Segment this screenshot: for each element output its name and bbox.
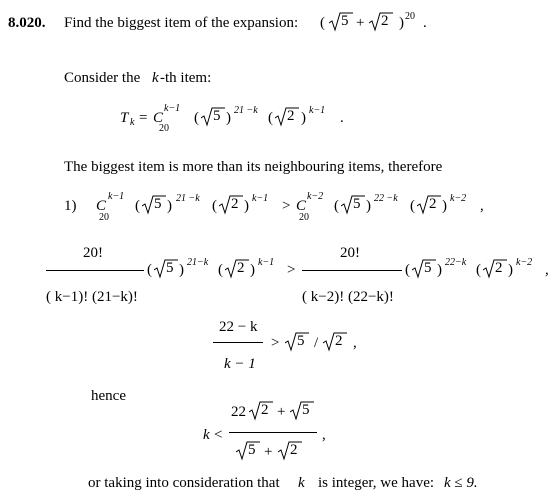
- ineq1-comma: ,: [480, 198, 484, 214]
- tk-exp-1: 21 −k: [234, 105, 258, 116]
- tk-sqrt-2: 2: [275, 107, 299, 125]
- ineq2-exp-r2: k−2: [516, 257, 533, 268]
- ineq4-lt: <: [214, 427, 223, 443]
- ineq2-p2c: ): [250, 262, 255, 278]
- ineq2-p4: (: [476, 262, 481, 278]
- ineq2-p1c: ): [179, 262, 184, 278]
- ineq3-slash: /: [314, 335, 319, 351]
- ineq2-p4c: ): [508, 262, 513, 278]
- ineq3-sqrt5: 5: [285, 332, 309, 350]
- ineq3-denominator: k − 1: [224, 356, 256, 372]
- ineq1-p2: (: [212, 198, 217, 214]
- consider-suffix: -th item:: [160, 70, 212, 86]
- ineq1-C-right-sup: k−2: [307, 191, 324, 202]
- ineq1-p2c: ): [244, 198, 249, 214]
- ineq4-k: k: [203, 427, 210, 443]
- ineq4-fraction-bar: [229, 432, 317, 433]
- tk-C-sup: k−1: [164, 103, 181, 114]
- close-paren: ): [399, 15, 404, 31]
- tk-C: C: [153, 110, 164, 126]
- tk-paren-2: (: [268, 110, 273, 126]
- tk-sub-k: k: [130, 117, 135, 128]
- expansion-power: 20: [405, 11, 415, 22]
- ineq4-comma: ,: [322, 427, 326, 443]
- ineq1-sqrt5-left: 5: [142, 195, 166, 213]
- ineq1-p1: (: [135, 198, 140, 214]
- ineq3-numerator: [219, 320, 257, 335]
- tk-paren-2c: ): [301, 110, 306, 126]
- ineq2-p2: (: [218, 262, 223, 278]
- ineq4-den-sqrt5: 5: [236, 441, 260, 459]
- ineq2-right-fraction-bar: [302, 270, 402, 271]
- ineq1-sqrt2-right: 2: [417, 195, 441, 213]
- ineq2-sqrt5-left: 5: [154, 259, 178, 277]
- ineq2-sqrt5-right: 5: [412, 259, 436, 277]
- ineq1-p4c: ): [442, 198, 447, 214]
- conclusion-k: k: [298, 475, 305, 491]
- ineq4-num-sqrt2: 2: [249, 401, 273, 419]
- tk-C-sub: 20: [159, 123, 169, 134]
- ineq1-sqrt2-left: 2: [219, 195, 243, 213]
- ineq2-comma: ,: [545, 262, 549, 278]
- ineq2-sqrt2-right: 2: [483, 259, 507, 277]
- ineq4-den-plus: +: [264, 444, 273, 460]
- ineq3-gt: >: [271, 335, 280, 351]
- ineq1-gt: >: [282, 198, 291, 214]
- ineq1-p3c: ): [366, 198, 371, 214]
- ineq1-C-left-sub: 20: [99, 212, 109, 223]
- k-variable: k: [152, 70, 159, 86]
- ineq1-C-right-sub: 20: [299, 212, 309, 223]
- ineq2-p1: (: [147, 262, 152, 278]
- ineq1-C-right: C: [296, 198, 307, 214]
- ineq1-p1c: ): [167, 198, 172, 214]
- conclusion-result: k ≤ 9.: [444, 475, 478, 491]
- ineq3-comma: ,: [353, 335, 357, 351]
- ineq4-num-sqrt5: 5: [290, 401, 314, 419]
- plus-sign: +: [356, 15, 365, 31]
- ineq4-num-plus: +: [277, 404, 286, 420]
- ineq2-left-fraction-bar: [46, 270, 144, 271]
- ineq2-p3c: ): [437, 262, 442, 278]
- ineq2-right-numerator: 20!: [340, 245, 360, 261]
- conclusion-text: or taking into consideration that: [88, 475, 280, 491]
- ineq1-exp-l1: 21 −k: [176, 193, 200, 204]
- sqrt-2-radical: 2: [369, 12, 393, 30]
- problem-statement: Find the biggest item of the expansion:: [64, 15, 299, 31]
- open-paren: (: [320, 15, 325, 31]
- ineq1-label: 1): [64, 198, 77, 214]
- ineq1-exp-r2: k−2: [450, 193, 467, 204]
- ineq1-p3: (: [334, 198, 339, 214]
- ineq2-sqrt2-left: 2: [225, 259, 249, 277]
- ineq3-fraction-bar: [213, 342, 263, 343]
- ineq4-num-coef: 22: [231, 404, 246, 420]
- ineq3-num-text: 22 − k: [219, 319, 258, 335]
- tk-period: .: [340, 110, 344, 126]
- sqrt-5-radical: 5: [329, 12, 353, 30]
- statement-period: .: [423, 15, 427, 31]
- tk-exp-2: k−1: [309, 105, 326, 116]
- hence-text: hence: [91, 388, 126, 404]
- conclusion-mid: is integer, we have:: [318, 475, 435, 491]
- ineq2-right-denominator: ( k−2)! (22−k)!: [302, 289, 394, 305]
- ineq1-exp-r1: 22 −k: [374, 193, 398, 204]
- ineq1-C-left-sup: k−1: [108, 191, 125, 202]
- problem-number: 8.020.: [8, 15, 46, 31]
- ineq2-left-numerator: 20!: [83, 245, 103, 261]
- ineq2-exp-l1: 21−k: [187, 257, 209, 268]
- biggest-item-text: The biggest item is more than its neighbouring items, therefore: [64, 159, 443, 175]
- ineq2-p3: (: [405, 262, 410, 278]
- ineq3-sqrt2: 2: [323, 332, 347, 350]
- ineq2-gt: >: [287, 262, 296, 278]
- ineq4-den-sqrt2: 2: [278, 441, 302, 459]
- ineq1-exp-l2: k−1: [252, 193, 269, 204]
- tk-paren-1: (: [194, 110, 199, 126]
- ineq1-sqrt5-right: 5: [341, 195, 365, 213]
- tk-T: T: [120, 110, 129, 126]
- tk-paren-1c: ): [226, 110, 231, 126]
- ineq2-exp-r1: 22−k: [445, 257, 467, 268]
- tk-sqrt-5: 5: [201, 107, 225, 125]
- consider-text: Consider the: [64, 70, 141, 86]
- ineq2-left-denominator: ( k−1)! (21−k)!: [46, 289, 138, 305]
- ineq1-C-left: C: [96, 198, 107, 214]
- ineq1-p4: (: [410, 198, 415, 214]
- ineq2-exp-l2: k−1: [258, 257, 275, 268]
- tk-equals: =: [139, 110, 148, 126]
